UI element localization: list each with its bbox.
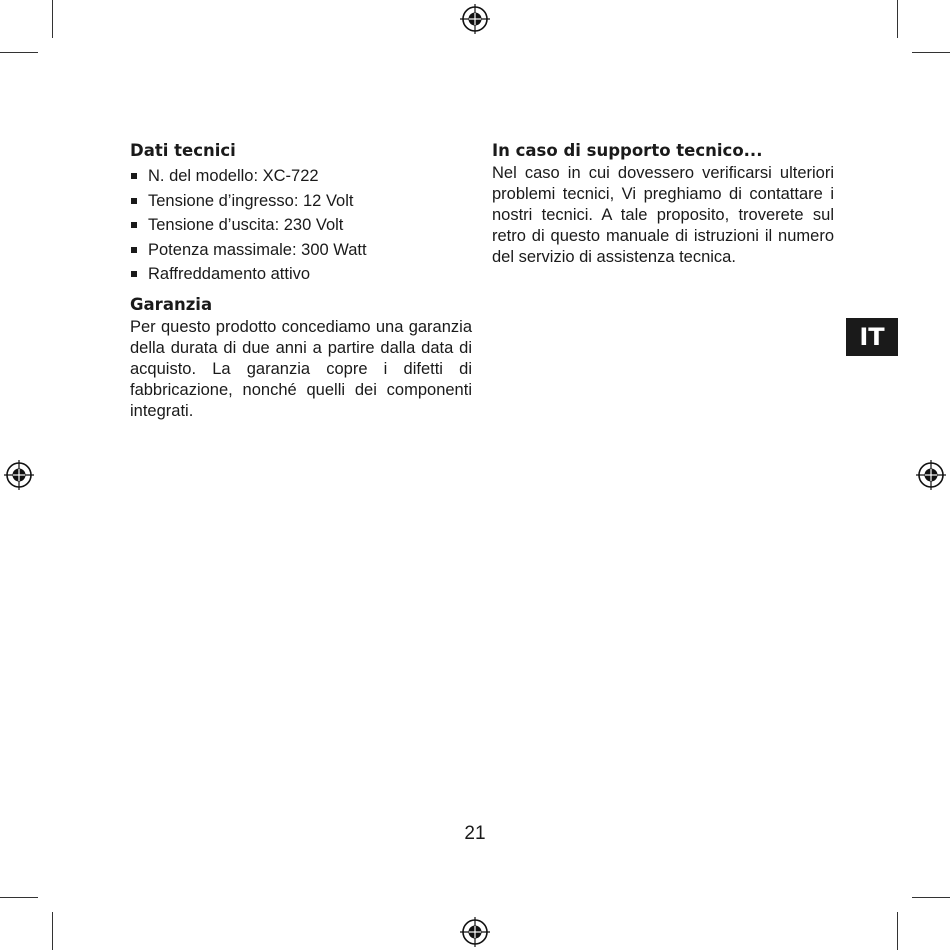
warranty-text: Per questo prodotto concediamo una garanzia della durata di due anni a partire dalla data di acquisto. La garanzia copre i difetti di fabbricazione, nonché quelli dei componenti integrati.: [130, 317, 472, 420]
spec-text: Raffreddamento attivo: [148, 265, 311, 283]
crop-mark: [52, 912, 53, 950]
registration-mark-icon: [460, 917, 490, 947]
spec-text: Tensione d’ingresso: 12 Volt: [148, 191, 354, 210]
registration-mark-icon: [916, 460, 946, 490]
warranty-heading: Garanzia: [130, 294, 213, 314]
page-number: 21: [464, 823, 486, 844]
bullet-square-icon: [131, 271, 137, 277]
spec-text: Tensione d’uscita: 230 Volt: [148, 216, 344, 234]
specs-list: [130, 164, 472, 287]
list-item: [130, 189, 472, 214]
registration-mark-icon: [4, 460, 34, 490]
support-text: Nel caso in cui dovessero verificarsi ulteriori problemi tecnici, Vi preghiamo di contattare i nostri tecnici. A tale proposito, troverete sul retro di questo manuale di istruzioni il numero del servizio di assistenza tecnica.: [492, 164, 834, 266]
bullet-square-icon: [131, 173, 137, 179]
spec-text: Potenza massimale: 300 Watt: [148, 240, 367, 259]
crop-mark: [912, 897, 950, 898]
list-item: [130, 164, 472, 189]
list-item: [130, 238, 472, 263]
bullet-square-icon: [131, 198, 137, 204]
bullet-square-icon: [131, 247, 137, 253]
list-item: [130, 213, 472, 238]
crop-mark: [912, 52, 950, 53]
registration-mark-icon: [460, 4, 490, 34]
crop-mark: [0, 52, 38, 53]
support-heading: In caso di supporto tecnico...: [492, 141, 763, 160]
spec-text: N. del modello: XC-722: [148, 167, 319, 185]
right-column: [492, 140, 834, 268]
left-column: [130, 140, 472, 422]
bullet-square-icon: [131, 222, 137, 228]
crop-mark: [897, 912, 898, 950]
language-tab: IT: [846, 318, 898, 356]
specs-heading: Dati tecnici: [130, 141, 236, 160]
crop-mark: [0, 897, 38, 898]
crop-mark: [897, 0, 898, 38]
crop-mark: [52, 0, 53, 38]
list-item: [130, 262, 472, 287]
